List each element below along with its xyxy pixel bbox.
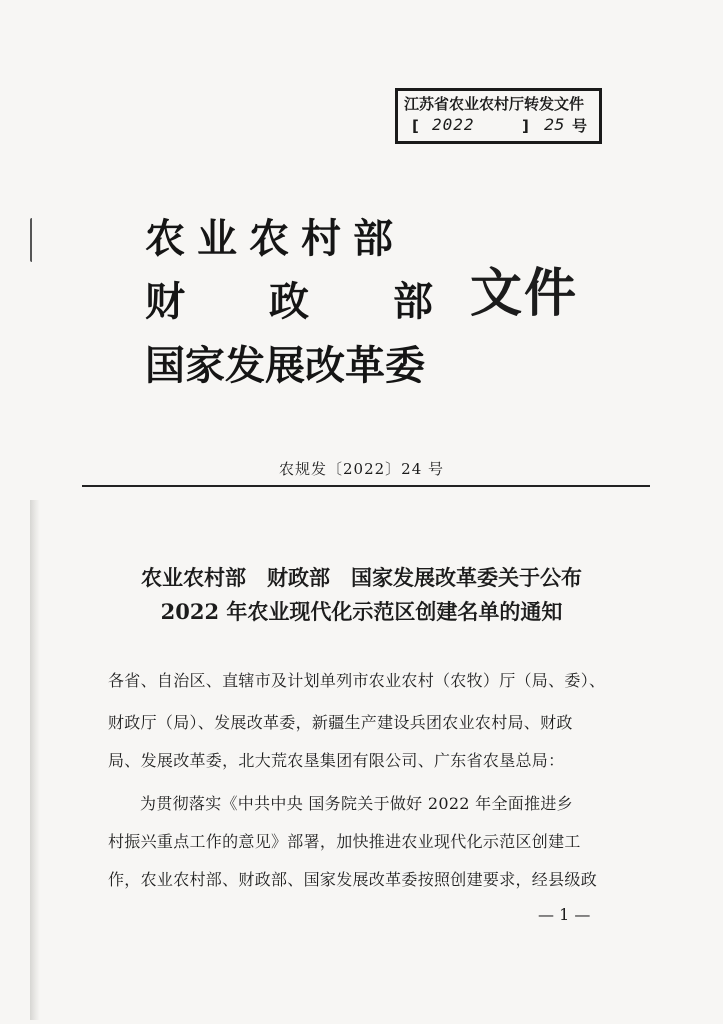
issuer-finance-char-1: 财 [145, 278, 185, 325]
body-line-1: 各省、自治区、直辖市及计划单列市农业农村（农牧）厅（局、委）、 [108, 671, 606, 690]
stamp-bracket-right: ] [522, 117, 529, 135]
forwarding-stamp [395, 88, 602, 144]
issuer-agriculture-ministry: 农业农村部 [145, 215, 405, 262]
stamp-hao: 号 [572, 117, 588, 135]
body-line-6: 作，农业农村部、财政部、国家发展改革委按照创建要求，经县级政 [108, 870, 598, 889]
body-line-2: 财政厅（局）、发展改革委，新疆生产建设兵团农业农村局、财政 [108, 713, 573, 732]
body-line-3: 局、发展改革委，北大荒农垦集团有限公司、广东省农垦总局： [108, 751, 565, 770]
notice-title-line-1: 农业农村部 财政部 国家发展改革委关于公布 [141, 565, 582, 590]
stamp-year: 2022 [432, 115, 475, 134]
body-line-4: 为贯彻落实《中共中央 国务院关于做好 2022 年全面推进乡 [140, 794, 573, 813]
page-number: — 1 — [538, 905, 591, 924]
issuer-finance-char-2: 政 [269, 278, 309, 325]
document-label: 文件 [470, 263, 579, 324]
notice-title-line-2: 2022 年农业现代化示范区创建名单的通知 [160, 599, 563, 624]
stamp-title: 江苏省农业农村厅转发文件 [404, 95, 585, 113]
body-line-5: 村振兴重点工作的意见》部署，加快推进农业现代化示范区创建工 [108, 832, 581, 851]
stamp-number: 25 [544, 115, 565, 134]
issuer-ndrc: 国家发展改革委 [145, 342, 425, 389]
issuer-finance-char-3: 部 [393, 278, 433, 325]
header-divider [82, 485, 650, 487]
binding-mark [30, 218, 36, 262]
document-number: 农规发〔2022〕24 号 [278, 460, 445, 478]
stamp-bracket-left: [ [412, 117, 419, 135]
